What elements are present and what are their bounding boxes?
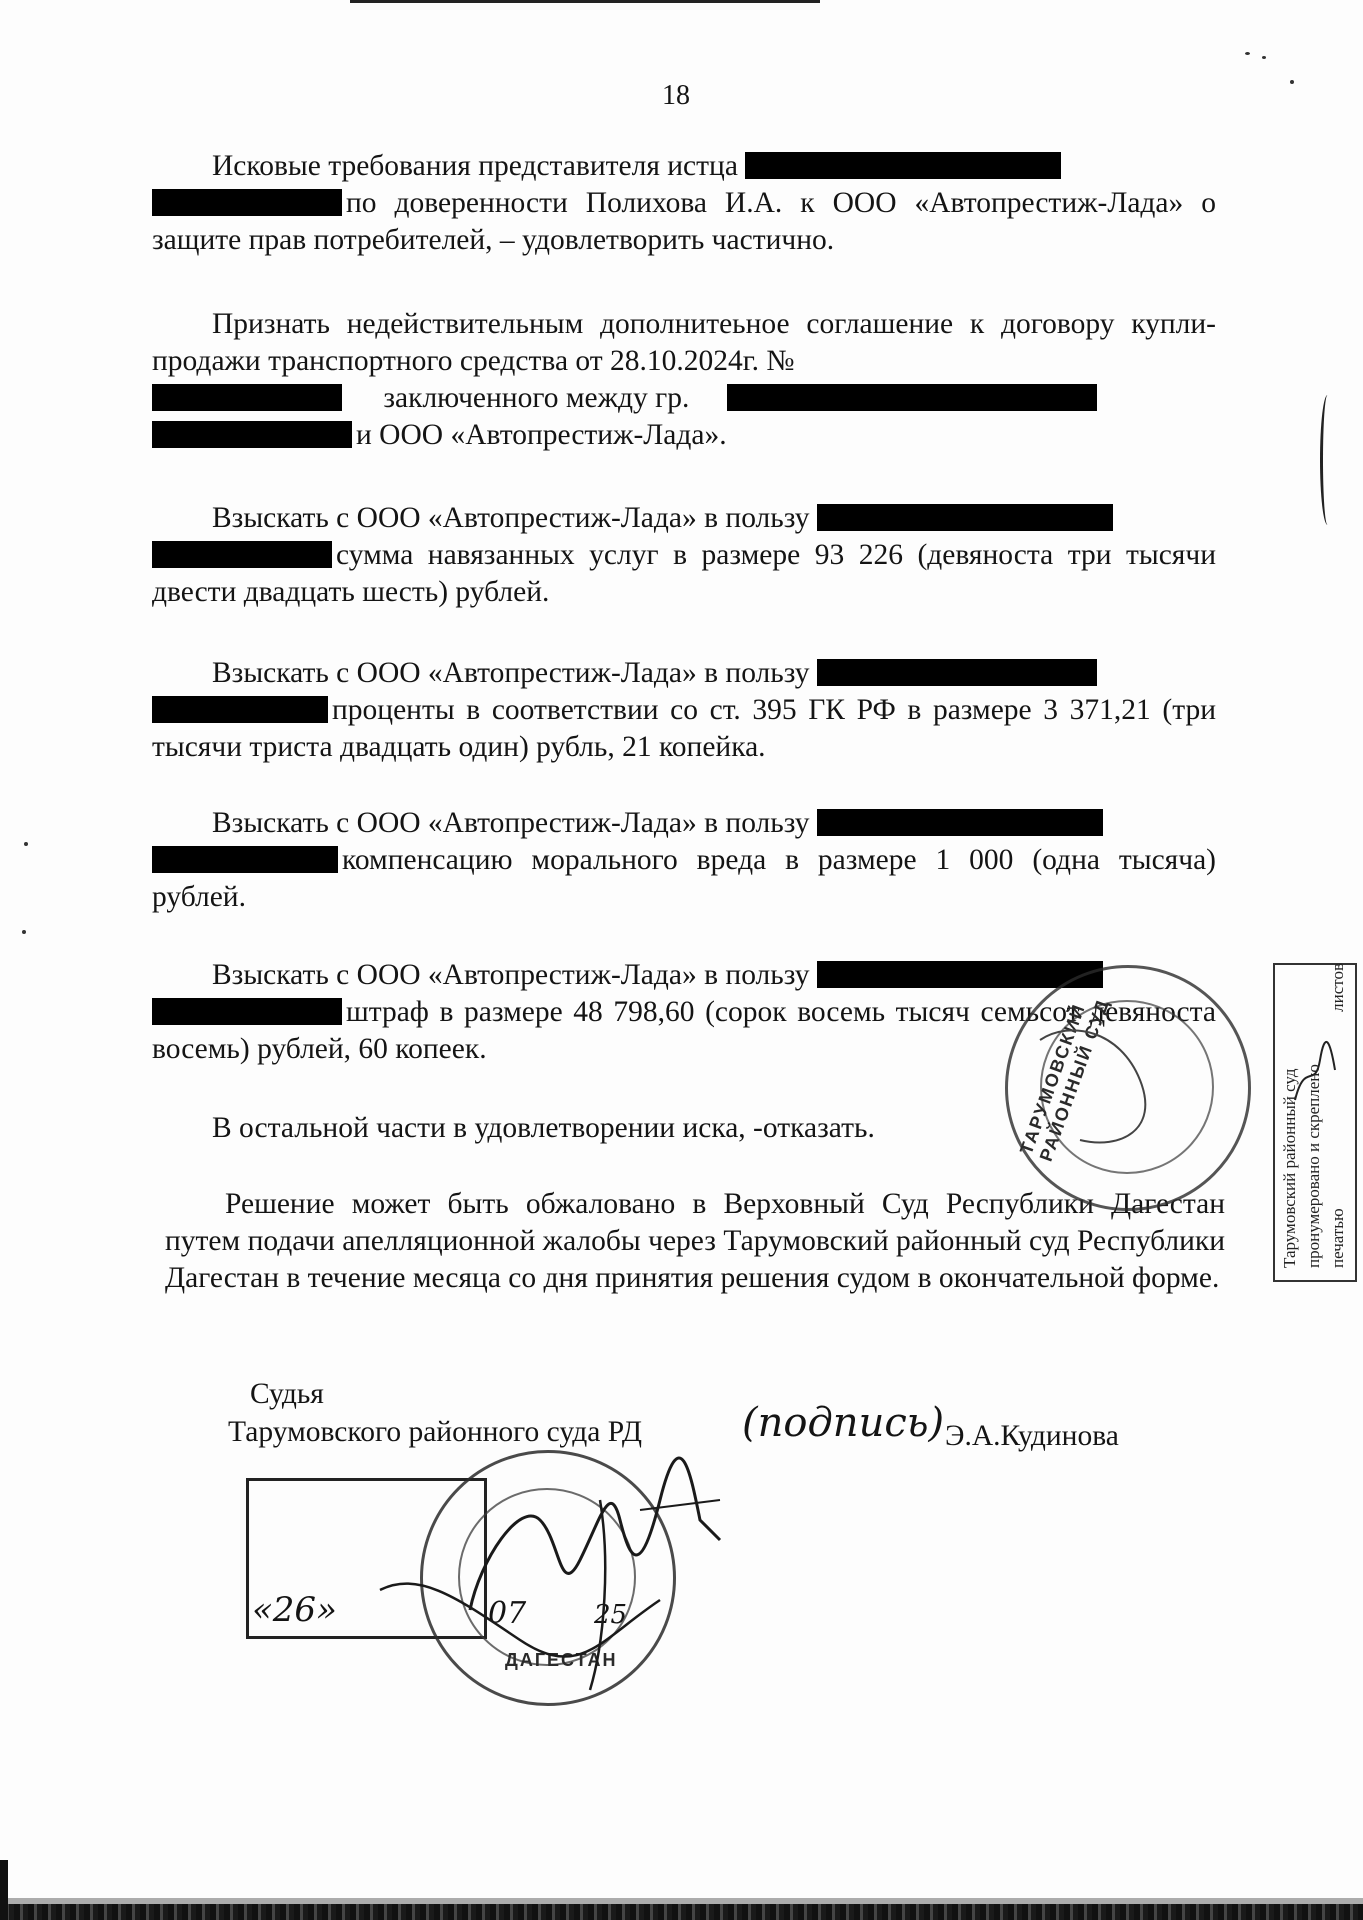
court-seal-bottom-text: ДАГЕСТАН xyxy=(505,1650,618,1670)
p3-text-b: сумма навязанных услуг в размере 93 226 (девяноста три тысячи двести двадцать шесть) рублей. xyxy=(152,539,1216,608)
signature-scribble xyxy=(640,1500,720,1510)
judge-name: Э.А.Кудинова xyxy=(945,1420,1119,1452)
p5-text-b: компенсацию морального вреда в размере 1 000 (одна тысяча) рублей. xyxy=(152,844,1216,913)
p3-text-a: Взыскать с ООО «Автопрестиж-Лада» в пользу xyxy=(212,502,810,534)
date-stamp-month: 07 xyxy=(488,1596,527,1631)
p2-text-b: заключенного между гр. xyxy=(383,382,690,414)
court-name: Тарумовского районного суда РД xyxy=(228,1416,643,1448)
seal-scribble xyxy=(1040,1030,1145,1142)
date-stamp-year: 25 xyxy=(594,1600,628,1630)
side-stamp-scribble xyxy=(1295,1042,1335,1100)
signature-scribble xyxy=(590,1500,605,1690)
p5-text-a: Взыскать с ООО «Автопрестиж-Лада» в пользу xyxy=(212,807,810,839)
signature-scribble xyxy=(470,1458,720,1610)
p7-text: В остальной части в удовлетворении иска, -отказать. xyxy=(212,1112,875,1144)
side-stamp-line: Тарумовский районный суд xyxy=(1280,1068,1299,1268)
signature-scribble xyxy=(380,1584,660,1657)
p2-text-a: Признать недействительным дополнитеьное соглашение к договору купли-продажи транспортного средства от 28.10.2024г. № xyxy=(152,308,1216,377)
judge-title: Судья xyxy=(250,1378,324,1410)
p2-text-c: и ООО «Автопрестиж-Лада». xyxy=(356,419,727,451)
p1-text-b: по доверенности Полихова И.А. к ООО «Автопрестиж-Лада» о защите прав потребителей, – удовлетворить частично. xyxy=(152,187,1216,256)
court-seal-right-text: ТАРУМОВСКИЙ РАЙОННЫЙ СУД xyxy=(1016,995,1114,1165)
p4-text-a: Взыскать с ООО «Автопрестиж-Лада» в пользу xyxy=(212,657,810,689)
side-stamp-line: листов xyxy=(1328,963,1347,1012)
p1-text-a: Исковые требования представителя истца xyxy=(212,150,738,182)
date-stamp-day: «26» xyxy=(252,1590,337,1630)
page-number: 18 xyxy=(662,80,690,111)
side-stamp-line: пронумеровано и скреплено xyxy=(1304,1064,1323,1268)
p4-text-b: проценты в соответствии со ст. 395 ГК РФ в размере 3 371,21 (три тысячи триста двадцать один) рубль, 21 копейка. xyxy=(152,694,1216,763)
p6-text-a: Взыскать с ООО «Автопрестиж-Лада» в пользу xyxy=(212,959,810,991)
side-stamp-line: печатью xyxy=(1328,1208,1347,1268)
handwritten-signature-note: (подпись) xyxy=(742,1400,945,1446)
p6-text-b: штраф в размере 48 798,60 (сорок восемь тысяч семьсот девяноста восемь) рублей, 60 копеек. xyxy=(152,996,1216,1065)
p8-text: Решение может быть обжаловано в Верховный Суд Республики Дагестан путем подачи апелляционной жалобы через Тарумовский районный суд Республики Дагестан в течение месяца со дня принятия решения судом в окончательной форме. xyxy=(165,1188,1225,1294)
